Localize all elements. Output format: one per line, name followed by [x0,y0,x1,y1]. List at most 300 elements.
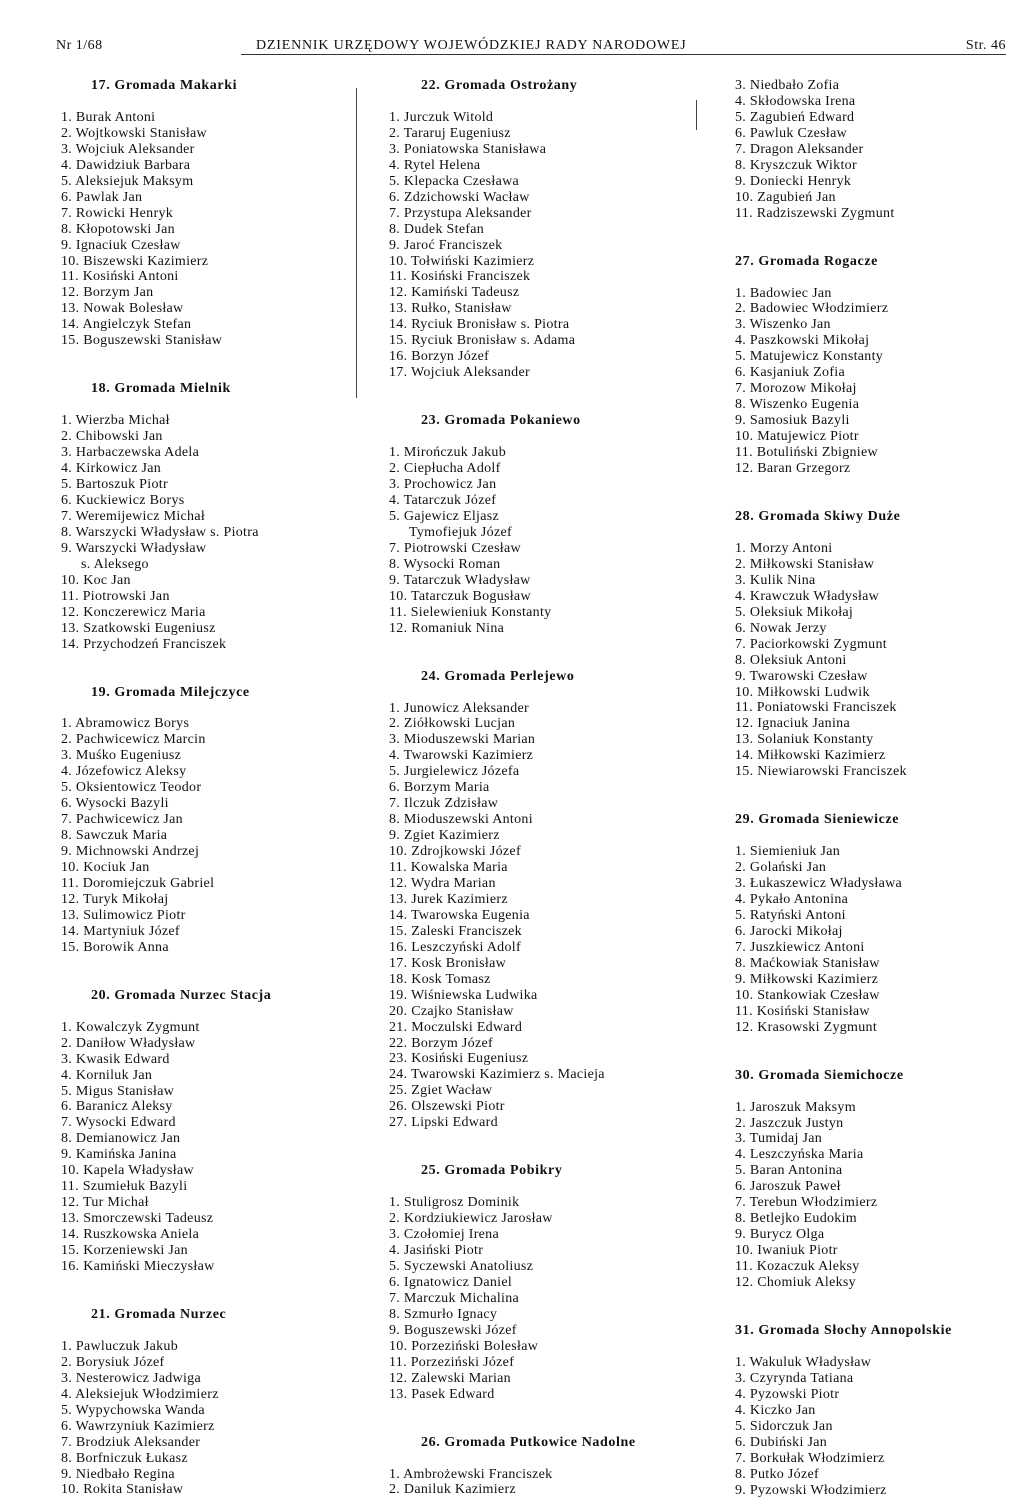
person-name: Niedbało Zofia [749,78,840,93]
person-name: Golański Jan [749,860,827,876]
item-number: 2. [389,1482,401,1498]
person-name: Pachwicewicz Marcin [75,732,206,748]
item-number: 9. [735,668,747,684]
item-number: 11. [735,205,753,221]
list-item [735,924,1020,940]
item-number: 5. [735,604,747,620]
person-name: Kordziukiewicz Jarosław [403,1211,553,1227]
item-number: 3. [61,445,73,461]
item-number: 4. [389,748,401,764]
item-number: 1. [389,1466,401,1482]
item-number: 1. [735,540,747,556]
list-item [735,190,1020,206]
person-name: Siemieniuk Jan [749,844,841,860]
list-item [389,844,689,860]
list-item [61,876,351,892]
item-number: 14. [389,317,408,333]
list-item [61,1467,351,1483]
person-name: Zalewski Marian [411,1370,511,1386]
item-number: 13. [61,301,80,317]
item-number: 1. [735,1354,747,1370]
person-name: Harbaczewska Adela [75,445,200,461]
person-name: Mioduszewski Marian [403,732,536,748]
list-item [735,557,1020,573]
person-name: Wysocki Roman [403,556,501,572]
person-name: Radziszewski Zygmunt [756,205,895,221]
list-item [61,413,351,429]
person-name: Porzeziński Józef [410,1354,515,1370]
list-item [61,1339,351,1355]
item-number: 8. [389,221,401,237]
item-number: 2. [735,860,747,876]
list-item [735,972,1020,988]
list-item [389,174,689,190]
item-number: 7. [389,540,401,556]
list-item [389,876,689,892]
person-name: Jasiński Piotr [403,1243,484,1259]
item-number: 9. [61,1147,73,1163]
person-name: Angielczyk Stefan [82,317,192,333]
list-item [61,621,351,637]
person-name: Lipski Edward [411,1115,498,1131]
person-name: Warszycki Władysław s. Piotra [75,524,259,540]
list-item [61,110,351,126]
item-number: 1. [735,285,747,301]
person-name: Dawidziuk Barbara [75,157,191,173]
item-number: 2. [735,301,747,317]
person-name: Leszczyński Adolf [411,939,521,955]
person-name: Ryciuk Bronisław s. Adama [411,333,576,349]
list-item [389,1371,689,1387]
person-name: Zagubień Edward [749,109,855,125]
person-name: s. Aleksego [81,556,149,572]
gromada-section [61,78,351,365]
item-number: 10. [389,588,408,604]
list-item [389,365,689,381]
item-number: 1. [61,716,73,732]
person-name: Abramowicz Borys [75,716,190,732]
item-number: 12. [389,1370,408,1386]
person-name: Leszczyńska Maria [749,1147,864,1163]
person-name: Kłopotowski Jan [75,221,175,237]
list-item [735,1275,1020,1291]
list-item [735,716,1020,732]
person-name: Matujewicz Konstanty [749,349,884,365]
person-name: Tołwiński Kazimierz [410,253,535,269]
gromada-section [735,1323,1020,1499]
item-number: 8. [61,828,73,844]
list-item [735,764,1020,780]
item-number: 1. [735,844,747,860]
list-item [389,206,689,222]
person-name: Betlejko Eudokim [749,1211,857,1227]
list-item [61,541,351,557]
person-name: Kamiński Mieczysław [83,1259,215,1274]
person-name: Kuckiewicz Borys [75,492,185,508]
item-number: 25. [389,1083,408,1099]
item-number: 5. [61,173,73,189]
person-name: Pasek Edward [411,1386,495,1402]
person-name: Baran Antonina [749,1163,843,1179]
list-item [389,1243,689,1259]
person-name: Migus Stanisław [75,1083,175,1099]
item-number: 5. [61,780,73,796]
list-item [735,1387,1020,1403]
item-number: 3. [61,748,73,764]
person-name: Romaniuk Nina [411,620,505,636]
item-number: 20. [389,1003,408,1019]
list-item [389,1387,689,1403]
list-item [389,892,689,908]
list-item [735,78,1020,94]
header-rule [241,54,1006,55]
list-item [735,1243,1020,1259]
item-number: 27. [389,1115,408,1131]
list-item [735,349,1020,365]
gromada-title: 21. Gromada Nurzec [91,1306,227,1322]
list-item [389,333,689,349]
item-number: 14. [61,636,80,652]
list-item [735,1211,1020,1227]
list-item [61,892,351,908]
item-number: 4. [735,1147,747,1163]
list-item [735,429,1020,445]
list-item [61,301,351,317]
list-item [389,254,689,270]
gromada-title: 23. Gromada Pokaniewo [421,413,581,429]
list-item [735,541,1020,557]
list-item [735,381,1020,397]
item-number: 4. [735,333,747,349]
list-item [389,493,689,509]
person-name: Weremijewicz Michał [75,508,206,524]
person-name: Daniluk Kazimierz [403,1482,516,1498]
gromada-section [61,381,351,668]
item-number: 6. [61,1418,73,1434]
person-name: Miłkowski Kazimierz [757,748,886,764]
list-item [61,1147,351,1163]
item-number: 11. [61,875,79,891]
person-name: Tur Michał [82,1195,149,1211]
list-item [735,301,1020,317]
item-number: 9. [735,1482,747,1498]
column-right [735,78,1020,1499]
item-number: 2. [735,1115,747,1131]
person-name: Ignatowicz Daniel [403,1274,513,1290]
item-number: 4. [389,157,401,173]
list-item [735,1116,1020,1132]
item-number: 2. [389,716,401,732]
person-name: Jaroszuk Maksym [749,1099,856,1115]
list-item [735,637,1020,653]
person-name: Pykało Antonina [749,892,849,908]
list-item [389,461,689,477]
item-number: 22. [389,1035,408,1051]
person-name: Dubiński Jan [749,1434,828,1450]
person-name: Jaroszuk Paweł [749,1179,841,1195]
item-number: 10. [61,253,80,269]
gromada-section [61,685,351,972]
section-spacer [735,222,1020,238]
item-number: 1. [389,700,401,716]
list-item [735,461,1020,477]
list-item [61,445,351,461]
list-item [61,1387,351,1403]
item-number: 4. [735,1402,747,1418]
list-item [61,1052,351,1068]
list-item [389,477,689,493]
person-name: Kapela Władysław [83,1163,194,1179]
person-name: Jurgielewicz Józefa [403,764,520,780]
item-number: 16. [61,1259,80,1274]
person-name: Wydra Marian [410,875,496,891]
list-item [389,716,689,732]
list-item [61,1355,351,1371]
item-number: 10. [389,1338,408,1354]
person-name: Tatarczuk Bogusław [410,588,531,604]
item-number: 9. [735,1227,747,1243]
list-item [735,1435,1020,1451]
person-name: Borowik Anna [83,939,169,955]
list-item [735,1371,1020,1387]
person-name: Aleksiejuk Włodzimierz [75,1386,219,1402]
item-number: 11. [389,604,407,620]
person-name: Pawluczuk Jakub [75,1338,179,1354]
item-number: 10. [61,1163,80,1179]
person-name: Ignaciuk Janina [757,716,850,732]
person-name: Kosiński Eugeniusz [411,1051,529,1067]
item-number: 15. [735,764,754,780]
list-item [389,1020,689,1036]
gromada-section [389,1163,689,1418]
person-name: Miłkowski Kazimierz [749,971,879,987]
list-item [389,445,689,461]
person-name: Niewiarowski Franciszek [757,764,907,780]
list-item [389,701,689,717]
gromada-title: 30. Gromada Siemichocze [735,1067,904,1083]
item-number: 13. [389,301,408,317]
item-number: 9. [735,413,747,429]
list-item [61,238,351,254]
person-name: Boguszewski Stanisław [83,333,223,349]
list-item [61,142,351,158]
item-number: 3. [61,1051,73,1067]
person-name: Badowiec Jan [749,285,832,301]
list-item [61,509,351,525]
person-name: Muśko Eugeniusz [75,748,182,764]
section-spacer [735,1036,1020,1052]
list-item [389,573,689,589]
gromada-title: 28. Gromada Skiwy Duże [735,508,901,524]
person-name: Kowalska Maria [410,860,508,876]
person-name: Sielewieniuk Konstanty [410,604,552,620]
page-number: Str. 46 [965,38,1006,53]
section-spacer [61,349,351,365]
person-name: Wiszenko Eugenia [749,397,860,413]
item-number: 5. [735,907,747,923]
list-item [389,1307,689,1323]
person-name: Tararuj Eugeniusz [403,125,511,141]
item-number: 14. [61,317,80,333]
list-item [61,1020,351,1036]
item-number: 14. [389,907,408,923]
person-name: Chibowski Jan [75,429,163,445]
person-name: Krasowski Zygmunt [757,1019,878,1035]
person-name: Pawluk Czesław [749,125,848,141]
person-name: Rokita Stanisław [83,1482,184,1498]
item-number: 10. [61,860,80,876]
list-item [61,1068,351,1084]
item-number: 6. [735,1179,747,1195]
item-number: 12. [735,1275,754,1291]
person-name: Nesterowicz Jadwiga [75,1370,201,1386]
section-spacer [389,1403,689,1419]
person-name: Syczewski Anatoliusz [403,1259,534,1274]
column-middle [389,78,689,1498]
list-item [735,860,1020,876]
list-item [61,254,351,270]
person-name: Józefowicz Aleksy [75,764,187,780]
gromada-section [735,1068,1020,1307]
person-name: Stuligrosz Dominik [403,1195,520,1211]
person-name: Borkułak Włodzimierz [749,1450,885,1466]
list-item [735,1195,1020,1211]
item-number: 9. [61,237,73,253]
list-item [735,413,1020,429]
item-number: 2. [61,1035,73,1051]
item-number: 4. [735,892,747,908]
person-name: Tatarczuk Władysław [403,572,531,588]
item-number: 6. [735,620,747,636]
item-number: 2. [735,556,747,572]
list-item [61,1099,351,1115]
item-number: 12. [735,716,754,732]
person-name: Botuliński Zbigniew [756,445,878,461]
gromada-title: 29. Gromada Sieniewicze [735,812,900,828]
gromada-section [735,78,1020,238]
list-item [61,573,351,589]
list-item [735,1403,1020,1419]
item-number: 10. [735,987,754,1003]
item-number: 9. [61,1466,73,1482]
list-item [735,1163,1020,1179]
item-number: 10. [735,189,754,205]
item-number: 11. [389,1354,407,1370]
item-number: 8. [61,221,73,237]
item-number: 10. [389,844,408,860]
item-number: 4. [61,157,73,173]
list-item [389,509,689,525]
person-name: Wysocki Edward [75,1115,176,1131]
list-item [735,669,1020,685]
person-name: Ruszkowska Aniela [83,1227,200,1243]
person-name: Zgiet Kazimierz [403,828,500,844]
item-number: 1. [389,1195,401,1211]
list-item [735,605,1020,621]
item-number: 14. [61,1227,80,1243]
list-item [735,94,1020,110]
person-name: Kosiński Antoni [82,269,179,285]
item-number: 14. [61,923,80,939]
item-number: 5. [389,764,401,780]
gromada-title: 25. Gromada Pobikry [421,1163,563,1179]
gromada-section [61,988,351,1291]
person-name: Wojtkowski Stanisław [75,125,207,141]
item-number: 12. [61,604,80,620]
item-number: 9. [389,572,401,588]
item-number: 9. [61,844,73,860]
list-item [389,1083,689,1099]
item-number: 7. [61,812,73,828]
person-name: Matujewicz Piotr [757,429,859,445]
item-number: 6. [61,1099,73,1115]
person-name: Kirkowicz Jan [75,461,162,477]
item-number: 10. [389,253,408,269]
item-number: 3. [61,141,73,157]
list-item [389,317,689,333]
person-name: Mioduszewski Antoni [403,812,533,828]
list-item [61,1419,351,1435]
list-item [61,333,351,349]
list-item [61,828,351,844]
person-name: Sawczuk Maria [75,828,168,844]
list-item [61,1482,351,1498]
person-name: Tymofiejuk Józef [409,524,512,540]
item-number: 13. [61,907,80,923]
list-item [389,285,689,301]
person-name: Jurczuk Witold [403,109,494,125]
item-number: 11. [735,700,753,716]
item-number: 8. [61,524,73,540]
person-name: Jurek Kazimierz [411,891,508,907]
list-item [735,110,1020,126]
list-item [735,142,1020,158]
person-name: Piotrowski Czesław [403,540,521,556]
list-item [389,1211,689,1227]
list-item [61,190,351,206]
person-name: Morozow Mikołaj [749,381,857,397]
item-number: 9. [61,540,73,556]
item-number: 3. [735,78,747,93]
item-number: 10. [735,429,754,445]
person-name: Ziółkowski Lucjan [403,716,516,732]
list-item [61,493,351,509]
item-number: 2. [61,429,73,445]
item-number: 10. [735,1243,754,1259]
item-number: 2. [389,1211,401,1227]
person-name: Wojciuk Aleksander [410,365,530,381]
item-number: 5. [735,109,747,125]
person-name: Kryszczuk Wiktor [749,157,857,173]
person-name: Zagubień Jan [757,189,836,205]
item-number: 15. [61,1243,80,1259]
gromada-title: 20. Gromada Nurzec Stacja [91,987,272,1003]
person-name: Daniłow Władysław [75,1035,196,1051]
person-name: Szmurło Ignacy [403,1306,498,1322]
list-item [389,190,689,206]
list-item [61,908,351,924]
item-number: 2. [61,732,73,748]
item-number: 7. [61,508,73,524]
person-name: Niedbało Regina [75,1466,175,1482]
person-name: Wawrzyniuk Kazimierz [75,1418,215,1434]
person-name: Twarowski Kazimierz [403,748,534,764]
section-spacer [735,780,1020,796]
item-number: 9. [389,237,401,253]
person-name: Oksientowicz Teodor [75,780,202,796]
item-number: 9. [735,173,747,189]
person-name: Dudek Stefan [403,221,485,237]
